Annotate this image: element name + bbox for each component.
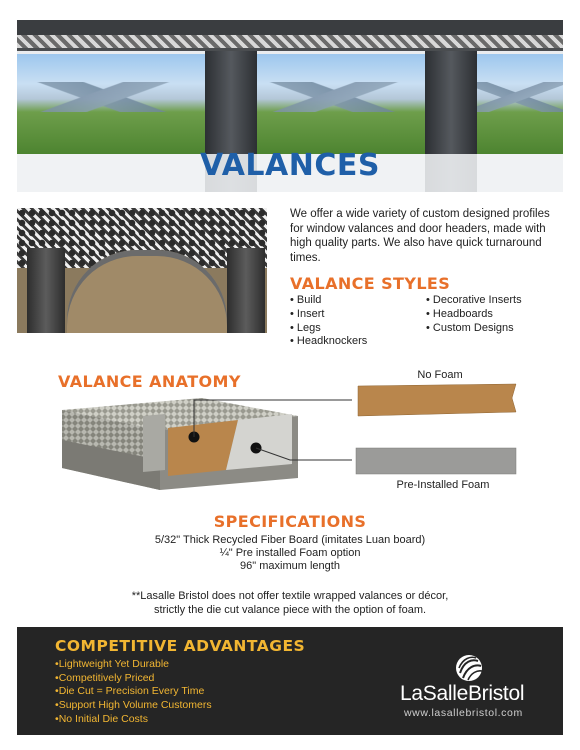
specifications-heading: SPECIFICATIONS bbox=[213, 512, 367, 531]
no-foam-label: No Foam bbox=[417, 369, 463, 381]
note-line: strictly the die cut valance piece with the option of foam. bbox=[153, 603, 427, 616]
spec-line: 5/32" Thick Recycled Fiber Board (imitates Luan board) bbox=[154, 534, 426, 546]
lasalle-bristol-sphere-icon bbox=[454, 653, 484, 683]
competitive-advantages-heading: COMPETITIVE ADVANTAGES bbox=[55, 637, 306, 655]
disclaimer-note bbox=[0, 590, 580, 617]
brand-name-part2: Bristol bbox=[467, 682, 525, 705]
website-url: www.lasallebristol.com bbox=[404, 707, 523, 719]
list-item: • Custom Designs bbox=[426, 322, 522, 336]
specifications-list bbox=[0, 534, 580, 573]
spec-line: ¼" Pre installed Foam option bbox=[219, 547, 361, 559]
list-item: • Build bbox=[290, 294, 367, 308]
brand-name-part1: LaSalle bbox=[400, 682, 468, 705]
foam-sample bbox=[356, 448, 516, 474]
list-item: • Insert bbox=[290, 308, 367, 322]
pre-installed-foam-label: Pre-Installed Foam bbox=[396, 479, 490, 491]
list-item: • Competitively Priced bbox=[55, 672, 212, 686]
spec-line: 96" maximum length bbox=[240, 560, 340, 572]
list-item: • No Initial Die Costs bbox=[55, 713, 212, 727]
note-line: **Lasalle Bristol does not offer textile wrapped valances or décor, bbox=[131, 590, 449, 602]
list-item: • Headknockers bbox=[290, 335, 367, 349]
advantages-list bbox=[55, 658, 212, 727]
valance-styles-heading: VALANCE STYLES bbox=[290, 274, 451, 293]
list-item: • Support High Volume Customers bbox=[55, 699, 212, 713]
competitive-advantages-footer bbox=[17, 627, 563, 735]
list-item: • Headboards bbox=[426, 308, 522, 322]
valance-anatomy-heading: VALANCE ANATOMY bbox=[58, 372, 241, 391]
list-item: • Decorative Inserts bbox=[426, 294, 522, 308]
page-title: VALANCES bbox=[200, 148, 380, 183]
list-item: • Legs bbox=[290, 322, 367, 336]
list-item: • Lightweight Yet Durable bbox=[55, 658, 212, 672]
list-item: • Die Cut = Precision Every Time bbox=[55, 685, 212, 699]
no-foam-board-sample bbox=[358, 384, 516, 416]
brand-wordmark bbox=[400, 682, 524, 706]
valance-bracket bbox=[143, 414, 165, 472]
intro-paragraph: We offer a wide variety of custom designed profiles for window valances and door headers, made with high quality parts. We also have quick turnaround times. bbox=[290, 208, 550, 264]
